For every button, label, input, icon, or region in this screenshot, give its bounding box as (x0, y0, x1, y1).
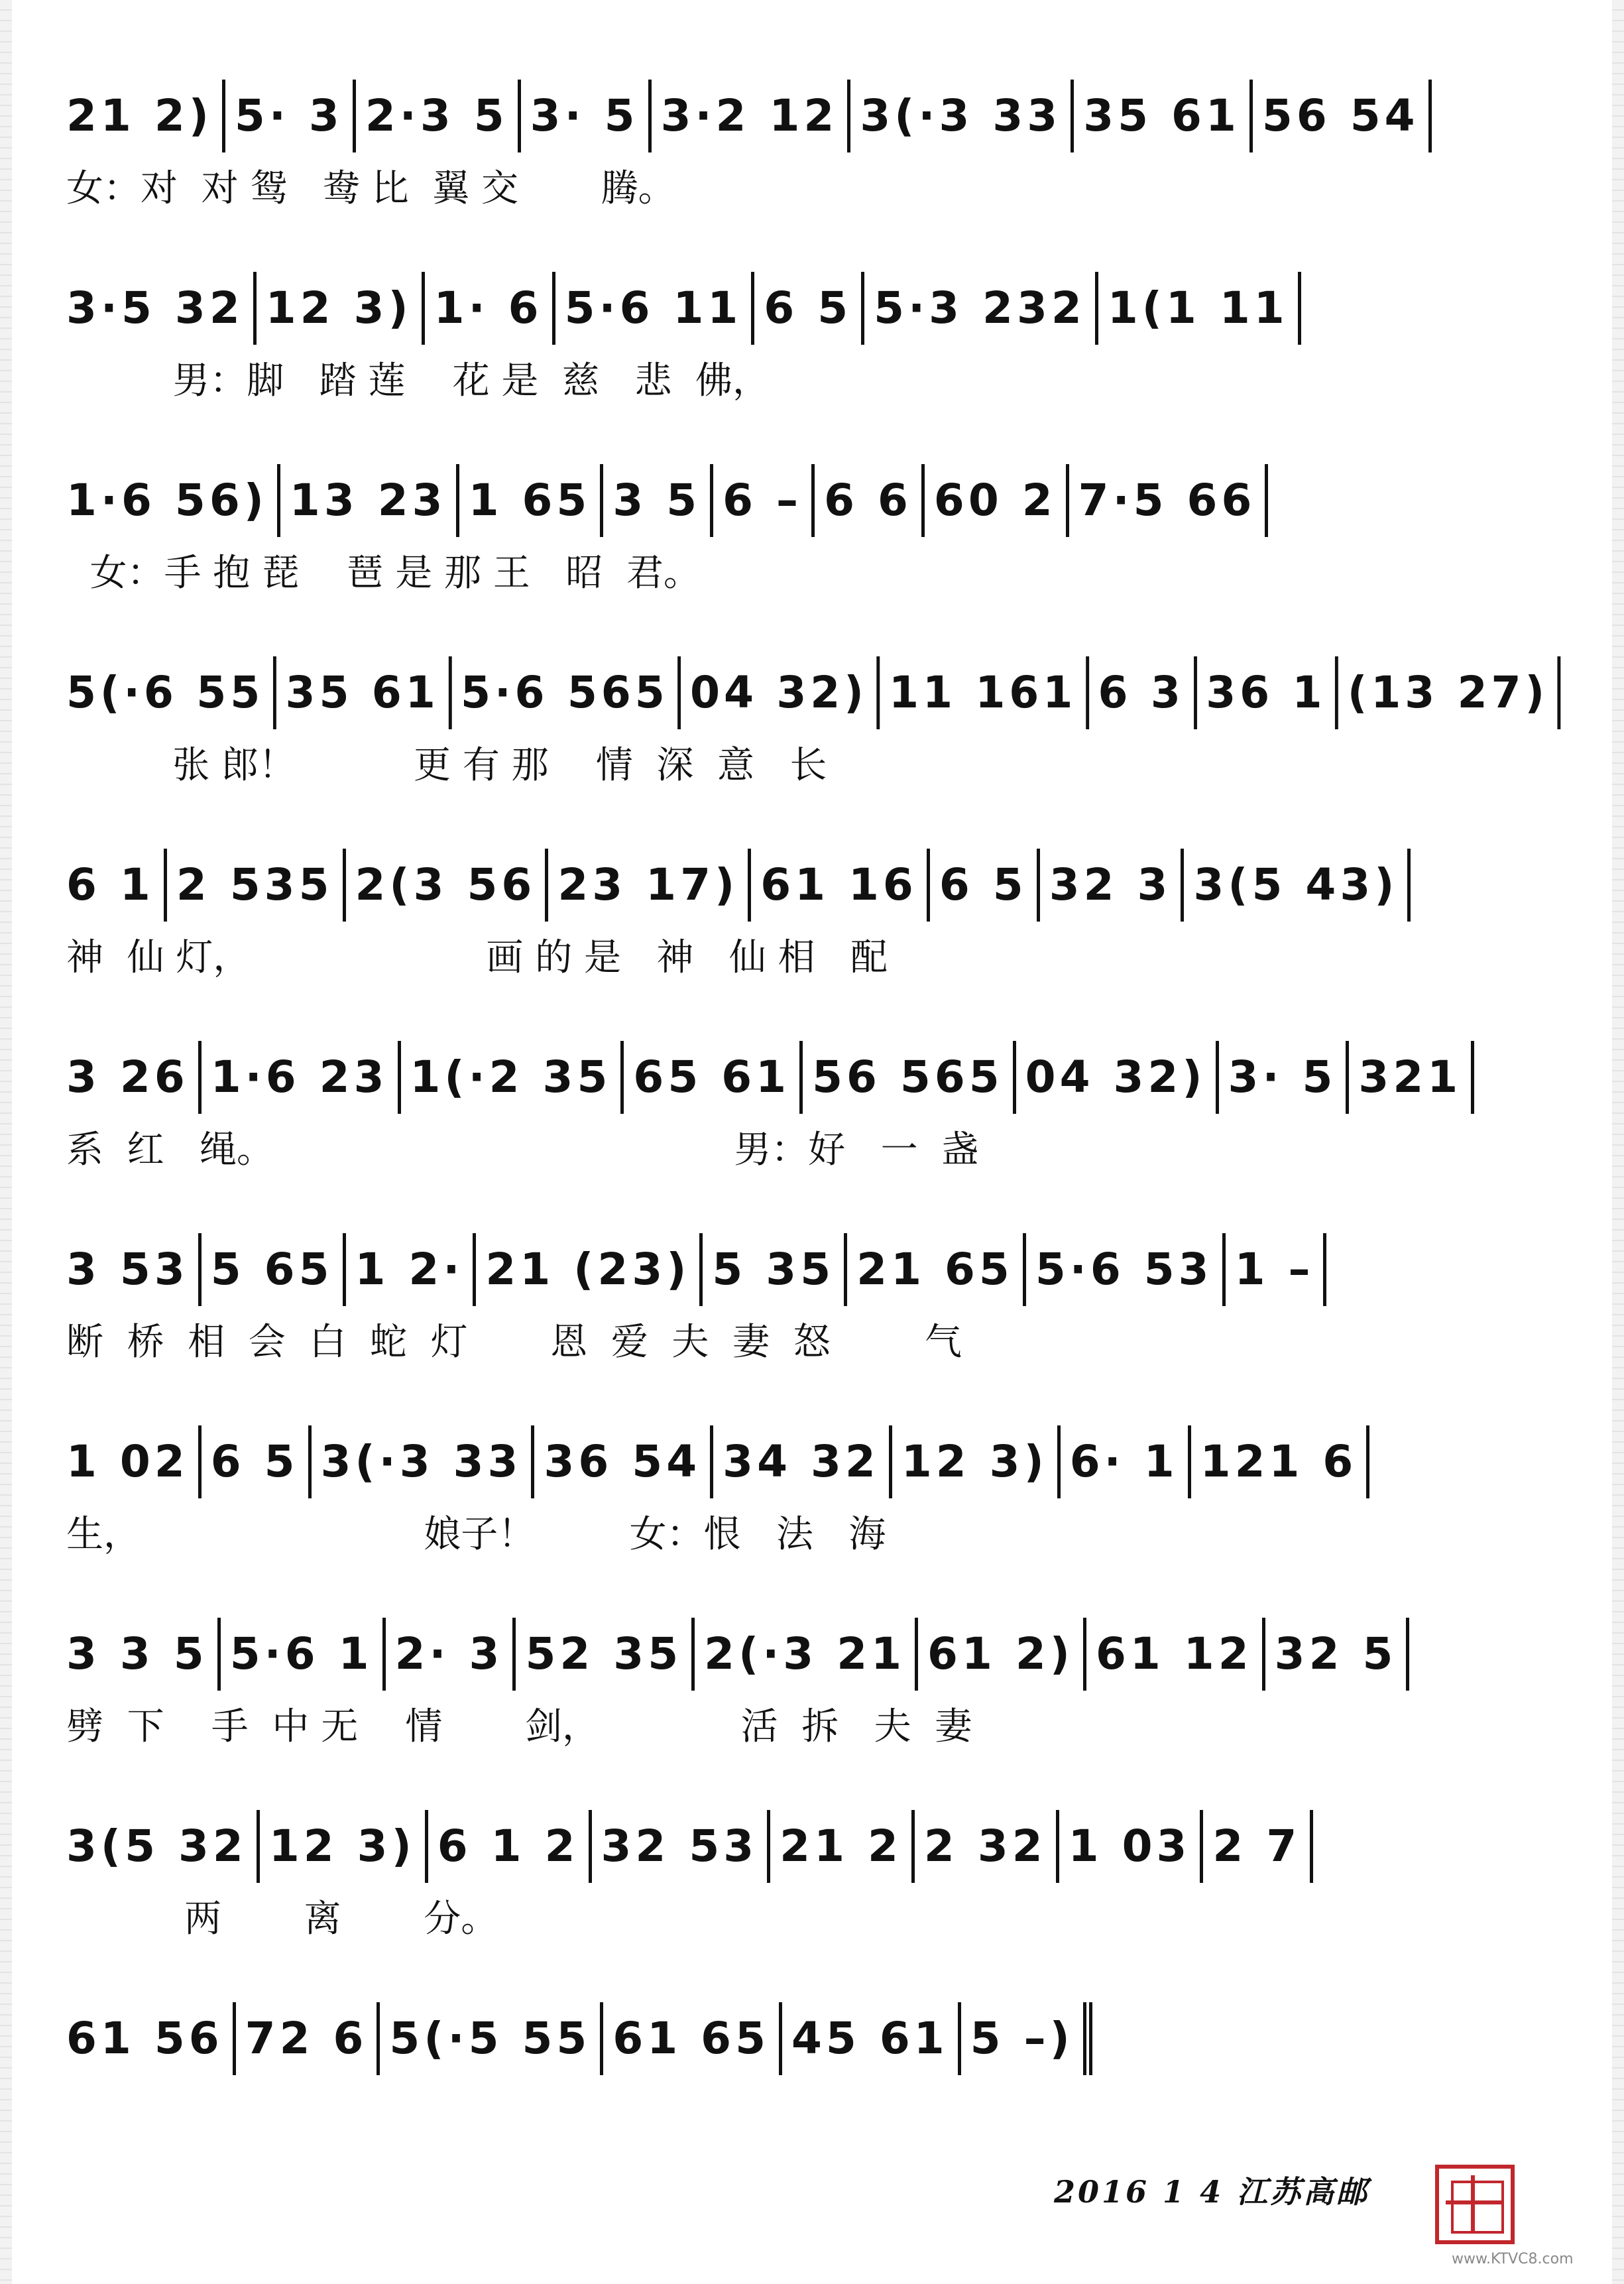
measure: 3 5 (603, 464, 713, 537)
measure: 6 5 (754, 272, 864, 345)
measure: 2· 3 (386, 1618, 516, 1691)
measure: 61 56 (66, 2002, 236, 2075)
measure: 32 5 (1265, 1618, 1410, 1691)
measure: 1 02 (66, 1425, 202, 1498)
measure: 3·2 12 (652, 80, 851, 152)
score-system (66, 1180, 1561, 1372)
lyrics-row: 两 离 分。 (66, 1897, 498, 1941)
measure: 3· 5 (1219, 1041, 1350, 1114)
measure: 3 53 (66, 1233, 202, 1306)
notes-row (66, 656, 1548, 729)
measure: 2(·3 21 (695, 1618, 918, 1691)
measure: 3(·3 33 (312, 1425, 535, 1498)
measure: 1(1 11 (1098, 272, 1301, 345)
measure: 321 (1349, 1041, 1474, 1114)
score-system (66, 988, 1561, 1180)
measure: 3(·3 33 (850, 80, 1074, 152)
lyrics-row (66, 2088, 1561, 2135)
measure: 2(3 56 (346, 849, 549, 922)
measure: 121 6 (1191, 1425, 1370, 1498)
score-system (66, 603, 1561, 796)
measure: 1 – (1226, 1233, 1327, 1306)
measure: 3· 5 (521, 80, 652, 152)
measure: 5(·6 55 (66, 656, 276, 729)
lyrics-row: 男：脚 踏 莲 花 是 慈 悲 佛， (66, 359, 770, 402)
measure: 61 12 (1086, 1618, 1265, 1691)
measure: 12 3) (892, 1425, 1061, 1498)
measure: 1·6 56) (66, 464, 280, 537)
measure: 5 35 (703, 1233, 847, 1306)
left-decorative-border (0, 0, 12, 2284)
lyrics-row: 生， 娘子！ 女：恨 法 海 (66, 1513, 886, 1556)
measure: (13 27) (1338, 656, 1561, 729)
measure: 13 23 (280, 464, 459, 537)
measure: 6 5 (930, 849, 1040, 922)
measure: 2·3 5 (356, 80, 521, 152)
footer-signature (1054, 2168, 1369, 2212)
measure: 3·5 32 (66, 272, 257, 345)
measure: 6· 1 (1061, 1425, 1191, 1498)
measure: 6 3 (1089, 656, 1197, 729)
measure: 21 2 (770, 1810, 915, 1883)
measure: 34 32 (713, 1425, 892, 1498)
measure: 36 1 (1196, 656, 1338, 729)
measure: 6 1 (66, 849, 167, 922)
notes-row (66, 80, 1561, 152)
notes-row (66, 1041, 1561, 1114)
measure: 52 35 (516, 1618, 695, 1691)
measure: 5·6 11 (555, 272, 755, 345)
measure: 5· 3 (225, 80, 356, 152)
lyrics-row: 女：手 抱 琵 琶 是 那 王 昭 君。 (66, 552, 701, 595)
score-system (66, 411, 1561, 603)
measure: 3(5 32 (66, 1810, 260, 1883)
measure: 56 565 (803, 1041, 1016, 1114)
measure: 12 3) (257, 272, 425, 345)
measure: 12 3) (260, 1810, 428, 1883)
notes-row (66, 1425, 1561, 1498)
measure: 61 65 (603, 2002, 782, 2075)
watermark: www.KTVC8.com (1452, 2251, 1574, 2267)
measure: 21 (23) (476, 1233, 703, 1306)
measure: 56 54 (1253, 80, 1432, 152)
score-system (66, 1949, 1561, 2141)
notes-row (66, 2002, 1561, 2075)
lyrics-row: 断 桥 相 会 白 蛇 灯 恩 爱 夫 妻 怒 气 (66, 1321, 962, 1364)
lyrics-row: 女：对 对 鸳 鸯 比 翼 交 腾。 (66, 167, 675, 210)
measure: 60 2 (925, 464, 1069, 537)
measure: 5 65 (202, 1233, 346, 1306)
lyrics-row: 神 仙 灯， 画 的 是 神 仙 相 配 (66, 936, 888, 979)
measure: 21 2) (66, 80, 225, 152)
measure: 1·6 23 (202, 1041, 401, 1114)
right-decorative-border (1612, 0, 1624, 2284)
notes-row (66, 849, 1561, 922)
notes-row (66, 272, 1561, 345)
measure: 45 61 (782, 2002, 961, 2075)
measure: 1 65 (459, 464, 604, 537)
measure: 5·6 565 (451, 656, 681, 729)
measure: 65 61 (624, 1041, 803, 1114)
score-system (66, 219, 1561, 411)
measure: 04 32) (681, 656, 880, 729)
measure: 2 535 (167, 849, 346, 922)
score-system (66, 1372, 1561, 1565)
notes-row (66, 1810, 1561, 1883)
measure: 6 6 (815, 464, 925, 537)
measure: 2 7 (1203, 1810, 1313, 1883)
measure: 5·3 232 (864, 272, 1098, 345)
red-seal-stamp (1435, 2165, 1515, 2244)
lyrics-row: 系 红 绳。 男：好 一 盏 (66, 1128, 979, 1172)
measure: 6 – (713, 464, 815, 537)
measure: 1 03 (1059, 1810, 1204, 1883)
measure: 32 53 (592, 1810, 771, 1883)
measure: 6 5 (202, 1425, 312, 1498)
measure: 61 2) (918, 1618, 1086, 1691)
score-system (66, 1757, 1561, 1949)
score-system (66, 27, 1561, 219)
measure: 36 54 (534, 1425, 713, 1498)
measure: 3 3 5 (66, 1618, 221, 1691)
notes-row (66, 464, 1561, 537)
measure: 21 65 (847, 1233, 1026, 1306)
measure: 1 2· (346, 1233, 477, 1306)
footer-date-text: 2016 1 4 (1054, 2174, 1224, 2210)
measure: 72 6 (236, 2002, 380, 2075)
lyrics-row: 劈 下 手 中 无 情 剑， 活 拆 夫 妻 (66, 1705, 972, 1748)
measure: 1· 6 (425, 272, 555, 345)
score-system (66, 1565, 1561, 1757)
measure: 5·6 1 (221, 1618, 386, 1691)
footer-place-text: 江苏高邮 (1237, 2174, 1370, 2210)
lyrics-row: 张 郎！ 更 有 那 情 深 意 长 (66, 744, 827, 787)
measure: 11 161 (880, 656, 1088, 729)
measure: 3 26 (66, 1041, 202, 1114)
measure: 23 17) (548, 849, 751, 922)
measure: 2 32 (915, 1810, 1059, 1883)
measure: 04 32) (1016, 1041, 1219, 1114)
notes-row (66, 1233, 1561, 1306)
measure: 7·5 66 (1069, 464, 1269, 537)
seal-inner-frame (1451, 2181, 1504, 2234)
measure: 32 3 (1040, 849, 1185, 922)
notes-row (66, 1618, 1561, 1691)
measure: 5·6 53 (1026, 1233, 1226, 1306)
measure: 61 16 (751, 849, 930, 922)
measure: 35 61 (1074, 80, 1253, 152)
measure: 5(·5 55 (380, 2002, 603, 2075)
score-system (66, 796, 1561, 988)
measure: 3(5 43) (1184, 849, 1411, 922)
measure: 6 1 2 (428, 1810, 592, 1883)
measure: 35 61 (276, 656, 452, 729)
measure: 5 –) (961, 2002, 1092, 2075)
measure: 1(·2 35 (401, 1041, 624, 1114)
